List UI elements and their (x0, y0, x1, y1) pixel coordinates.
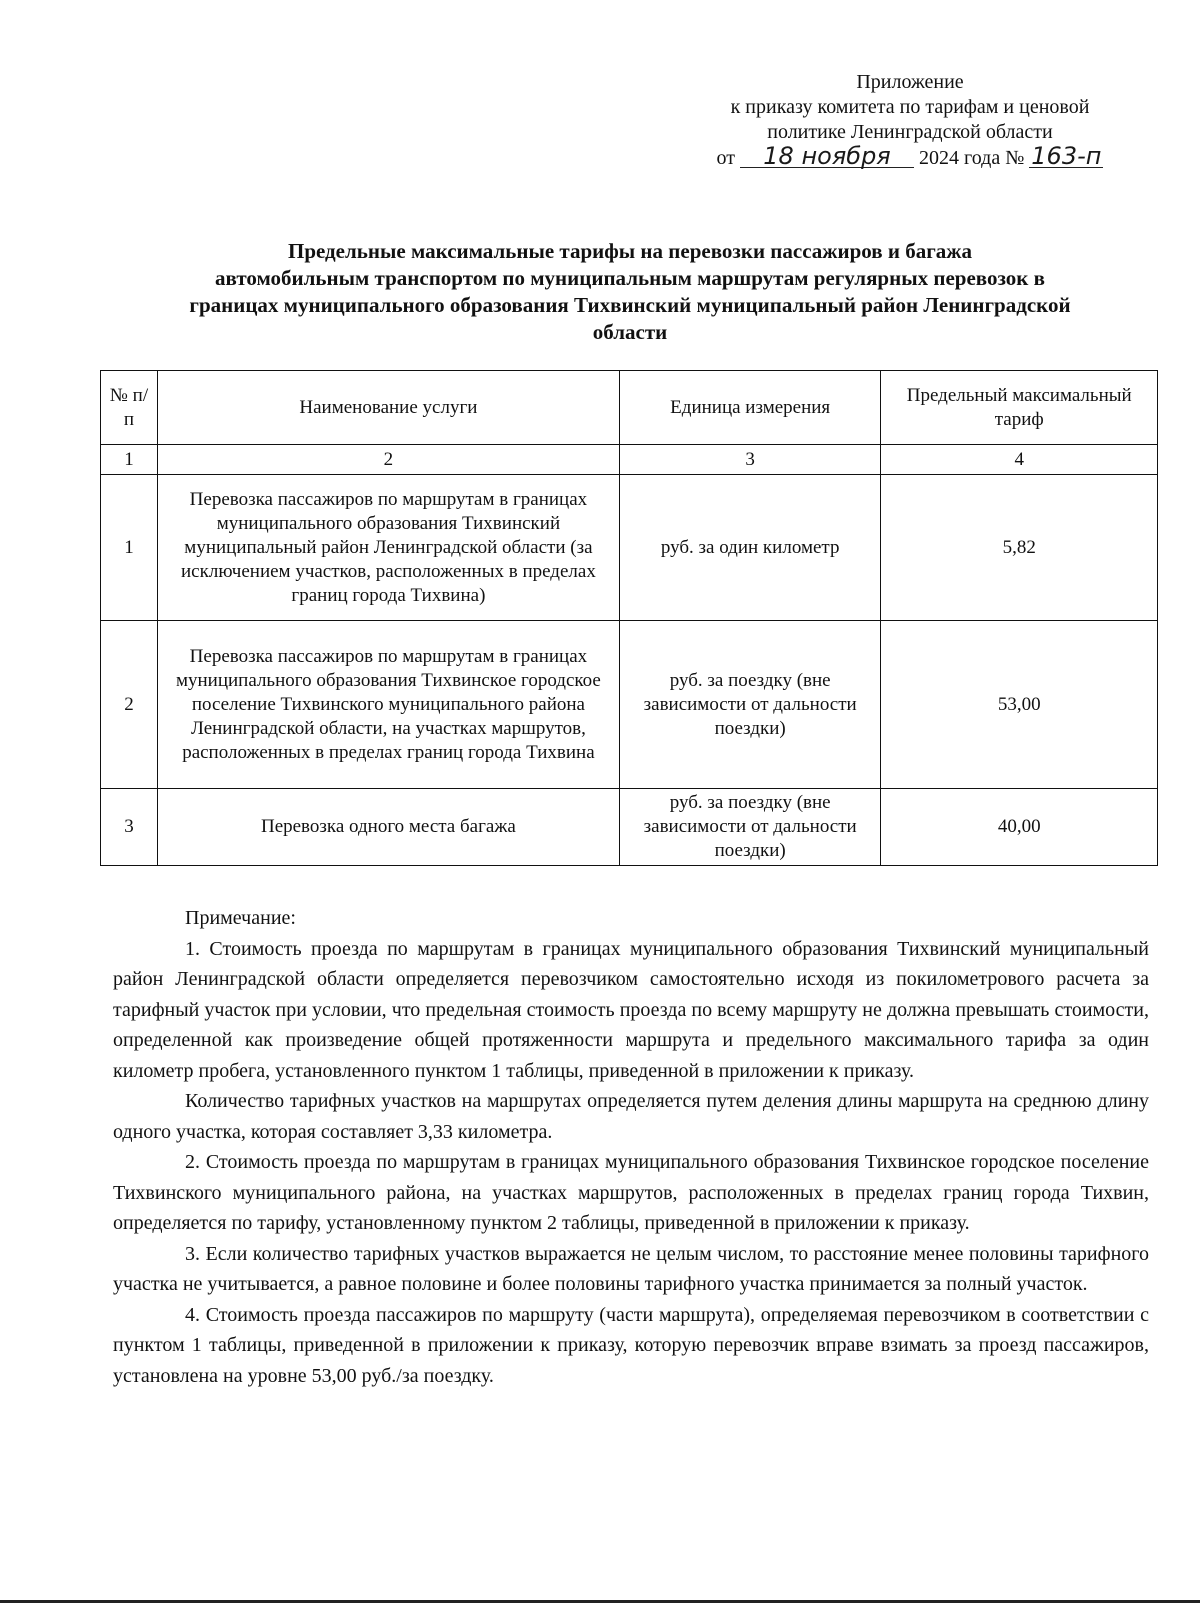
title-line-3: границах муниципального образования Тихвинский муниципальный район Ленинградской (189, 293, 1071, 317)
row-service: Перевозка пассажиров по маршрутам в границах муниципального образования Тихвинское городское поселение Тихвинского муниципального района Ленинградской области, на участках маршрутов, расположенных в пределах границ города Тихвина (157, 621, 619, 789)
column-number: 2 (157, 445, 619, 475)
note-paragraph-3: 2. Стоимость проезда по маршрутам в границах муниципального образования Тихвинское городское поселение Тихвинского муниципального района, на участках маршрутов, расположенных в пределах границ города Тихвин, определяется по тарифу, установленному пунктом 2 таблицы, приведенной в приложении к приказу. (113, 1151, 1149, 1234)
table-row (101, 621, 1158, 789)
row-unit: руб. за один километр (619, 475, 881, 621)
appendix-year: 2024 года № (919, 147, 1025, 169)
column-numbers-row (101, 445, 1158, 475)
table-header-row (101, 371, 1158, 445)
table-row (101, 475, 1158, 621)
note-paragraph-4: 3. Если количество тарифных участков выражается не целым числом, то расстояние менее половины тарифного участка не учитывается, а равное половине и более половины тарифного участка принимается за полный участок. (113, 1242, 1149, 1295)
header-service: Наименование услуги (157, 371, 619, 445)
appendix-committee: политике Ленинградской области (767, 121, 1053, 143)
row-tariff: 40,00 (881, 789, 1158, 866)
appendix-order-ref: к приказу комитета по тарифам и ценовой (730, 96, 1090, 118)
header-number: № п/п (101, 371, 158, 445)
row-number: 2 (101, 621, 158, 789)
column-number: 1 (101, 445, 158, 475)
appendix-date-prefix: от (716, 147, 736, 169)
notes-section (113, 903, 1149, 1391)
title-line-2: автомобильным транспортом по муниципальным маршрутам регулярных перевозок в (215, 266, 1045, 290)
column-number: 3 (619, 445, 881, 475)
note-paragraph-1: 1. Стоимость проезда по маршрутам в границах муниципального образования Тихвинский муниципальный район Ленинградской области определяется перевозчиком самостоятельно исходя из покилометрового расчета за тарифный участок при условии, что предельная стоимость проезда по всему маршруту не должна превышать стоимости, определенной как произведение общей протяженности маршрута и предельного максимального тарифа за один километр пробега, установленного пунктом 1 таблицы, приведенной в приложении к приказу. (113, 937, 1149, 1082)
tariff-table (100, 370, 1158, 866)
handwritten-date: 18 ноября (740, 145, 914, 168)
appendix-header (640, 70, 1180, 171)
row-tariff: 53,00 (881, 621, 1158, 789)
header-tariff: Предельный максимальный тариф (881, 371, 1158, 445)
notes-heading: Примечание: (185, 907, 296, 929)
header-unit: Единица измерения (619, 371, 881, 445)
row-service: Перевозка пассажиров по маршрутам в границах муниципального образования Тихвинский муниципальный район Ленинградской области (за исключением участков, расположенных в пределах границ города Тихвина) (157, 475, 619, 621)
table-row (101, 789, 1158, 866)
scan-edge-line (0, 1600, 1200, 1603)
row-number: 1 (101, 475, 158, 621)
appendix-label: Приложение (856, 71, 964, 93)
note-paragraph-5: 4. Стоимость проезда пассажиров по маршруту (части маршрута), определяемая перевозчиком в соответствии с пунктом 1 таблицы, приведенной в приложении к приказу, которую перевозчик вправе взимать за проезд пассажиров, установлена на уровне 53,00 руб./за поездку. (113, 1303, 1149, 1387)
title-line-4: области (592, 320, 668, 344)
row-number: 3 (101, 789, 158, 866)
note-paragraph-2: Количество тарифных участков на маршрутах определяется путем деления длины маршрута на среднюю длину одного участка, которая составляет 3,33 километра. (113, 1090, 1149, 1143)
title-line-1: Предельные максимальные тарифы на перевозки пассажиров и багажа (288, 239, 972, 263)
column-number: 4 (881, 445, 1158, 475)
document-title (110, 238, 1150, 346)
appendix-date-line (640, 142, 1180, 171)
handwritten-order-number: 163-п (1031, 142, 1102, 170)
row-service: Перевозка одного места багажа (157, 789, 619, 866)
row-unit: руб. за поездку (вне зависимости от дальности поездки) (619, 789, 881, 866)
row-unit: руб. за поездку (вне зависимости от дальности поездки) (619, 621, 881, 789)
row-tariff: 5,82 (881, 475, 1158, 621)
